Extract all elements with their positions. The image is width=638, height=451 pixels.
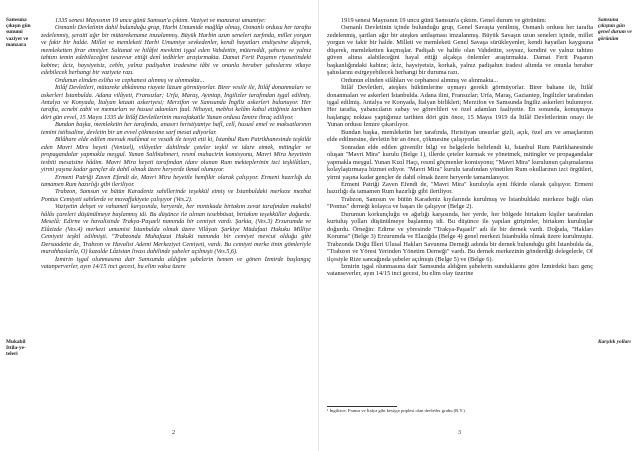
paragraph: İzmirin işgal olunmasına dair Samsunda aldığım şubelerin hemen ve gönen İzmirde başlangıç vatanperverler, ayın 14/15 inci gecesi, bu elim vakıa üzere bbox=[41, 255, 311, 270]
right-body-text bbox=[327, 17, 593, 278]
margin-note-arrival-modern: Samsuna çıkıştan gün genel durum ve görünüm bbox=[598, 17, 632, 42]
left-body-text bbox=[41, 17, 311, 270]
footnote: ¹ İngilizce, Fransa ve İtalya gibi kesişçe poplesi olan devletler grubu (B.Y.) bbox=[327, 408, 465, 413]
paragraph: İtilâf Devletleri, ateşkes hükümlerine uymayı gerekli görmüyorlar. Birer bahane ile, İtilâf donanmaları ve askerleri İstanbulda. Adana ilini, Fransızlar; Urfa, Maraş, Gaziantep, İngilizler tarafından işgal edilmiş. Antalya ve Konyada, İtalyan birlikleri; Merzifon ve Samsunda İngiliz askerleri bulunuyor. Her tarafta, yabancıların subay ve görevlileri ve özel adamları faaliyette. En sonunda, konuşmaya başlangıç noktası yaptığımız tarihten dört gün önce, 15 Mayıs 1919 da İtilâf Devletlerinin onayı ile Yunan ordusu İzmire çıkarılıyor. bbox=[327, 84, 593, 129]
paragraph: Sonradan elde edilen güvenilir bilgi ve belgelerle belirlendi ki, İstanbul Rum Patrikhanesinde oluşan "Mavri Mira" kurulu (Belge 1), illerde çeteler kurmak ve yönetmek, mitingler ve propagandalar yapmakla meşgul. Yunan Kızıl Haçı, resmî göçmenler komisyonu; "Mavri Mira" kurulunun çalışmalarına kolaylaştırmaya hizmet ediyor. "Mavri Mira" kurulu tarafından yönetilen Rum okullarının izci örgütleri, yirmi yaşına kadar gençler de dahil olmak üzere heryerde tamamlanıyor. bbox=[327, 143, 593, 181]
paragraph: Durumun korkunçluğu ve ağırlığı karşısında, her yerde, her bölgede birtakım kişiler tarafından kurtuluş yolları düşünülmeye başlanmış idi. Bu düşünce ile yapılan girişimler, birtakım kuruluşlar doğurdu. Örneğin: Edirne ve yöresinde "Trakya-Paşaeli" adı ile bir dernek vardı. Doğuda, "Hakları Koruma" (Belge 3) Erzurumda ve Elazığda (Belge 4) genel merkezi İstanbulda olmak üzere kurulmuştu. Trabzonda Doğu İlleri Ulusal Hakları Savunma Derneği adında bir dernek bulunduğu gibi İstanbulda da, "Trabzon ve Yöresi Yerinden Yönetim Derneği" vardı. Bu dernek merkezinin gönderdiği delegelerle, Of ilçesiyle Rize sancağında şubeler açılmıştı (Belge 5) ve (Belge 6). bbox=[327, 210, 593, 263]
paragraph: Osmanlı Devletinin dahil bulunduğu grup, Harbi Umumide mağlûp olmuş, Osmanlı ordusu her tarafta zedelenmiş, şeraiti ağır bir mütarekename imzalanmış. Büyük Harbin uzun seneleri zarfında, millet yorgun ve fakir bir halde. Millet ve memleketi Harbi Umumiye sevkedenler, kendi hayatları endişesine düşerek, memleketten firar etmişler. Saltanat ve hilâfet mevkiini işgal eden Vahdettin, mütereddi, şahsını ve yalnız tahtını temin edebileceğini tasavvur ettiği denî tedbirler araştırmakta. Damat Ferit Paşanın riyasetindeki kabine; âciz, haysiyetsiz, cebîn, yalnız padişahın iradesine tâbi ve onunla beraber şahıslarını vikaye edebilecek herhangi bir vaziyete razı. bbox=[41, 24, 311, 77]
paragraph: Trabzon, Samsun ve bütün Karadeniz sahillerinde teşekkül etmiş ve İstanbuldaki merkeze mezbut Pontus Cemiyeti sahilerde ve muvaffakiyete çalışıyor (Ves.2). bbox=[41, 188, 311, 203]
paragraph: Osmanlı Devletinin içinde bulunduğu grup, Genel Savaşta yenilmiş, Osmanlı ordusu her tarafta zedelenmiş, şartları ağır bir ateşkes antlaşması imzalanmış. Büyük Savaşın uzun seneleri içinde, millet yorgun ve fakir bir halde. Milleti ve memleketi Genel Savaşa sürükleyenler, kendi hayatları kaygısına düşerek, memleketten kaçmışlar. Padişah ve halife olan Vahdettin, soysuz, kendini ve yalnız tahtını güven altına alabileceğini hayal ettiği alçakça önlemler araştırmakta. Damat Ferit Paşanın başkanlığındaki kabine; âciz, haysiyetsiz, korkak, yalnız padişahın iradesi altında ve onunla beraber şahıslarını esirgeyebilecek herhangi bir duruma razı. bbox=[327, 24, 593, 77]
paragraph: Ermeni Patriği Zaven Efendi de, Mavri Mira heyetile hemfikir olarak çalışıyor. Ermeni hazırlığı da tamamen Rum hazırlığı gibi ileriliyor. bbox=[41, 173, 311, 188]
paragraph: Trabzon, Samsun ve bütün Karadeniz kıyılarında kurulmuş ve İstanbuldaki merkeze bağlı olan "Pontus" derneği kolayca ve başarı ile çalışıyor (Belge 2). bbox=[327, 195, 593, 211]
paragraph: İtilâf Devletleri, mütareke ahkâmına riayete lüzum görmüyorlar. Birer vesile ile, İtilâf donanmaları ve askerleri İstanbulda. Adana vilâyeti, Fransızlar; Urfa, Maraş, Ayıntap, İngilizler tarafından işgal edilmiş. Antalya ve Konyada, İtalyan kıtaatı askeriyesi; Merzifon ve Samsunda İngiliz askerleri bulunuyor. Her tarafta, ecnebi zabit ve memurları ve hususi adamları faal. Nihayet, mebhsi kelâm kabul ettiğimiz tarihten dört gün evvel, 15 Mayıs 1335 de İtilâf Devletlerinin muvafakatile Yunan ordusu İzmire ihraç ediliyor. bbox=[41, 84, 311, 121]
margin-note-responses-modern: Karşılık yolları bbox=[598, 339, 631, 345]
paragraph: Ordunun elinden esliha ve cephanesi alınmış ve alınmakta... bbox=[55, 76, 205, 84]
paragraph: Bilâhare elde edilen mevsuk malûmat ve vesaik ile tesyit etti ki, İstanbul Rum Patrikhanesinde teşkilât eden Mavri Mira heyeti (Venizel), vilâyetler dahilinde çeteler teşkil ve idare etmek, mitingler ve propagandalar yapmakla meşgul. Yunan Salibiahmeri, resmî muhacirin komisyonu, Mavri Mira heyetinin tesbiti mesaisine hâdim. Mavri Mira heyeti tarafından idare olunan Rum mekteplerinin izci teşkilâtları, yirmi yaşına kadar gençler de dahil olmak üzere heryerde ikmal olunuyor. bbox=[41, 136, 311, 174]
paragraph: Ordunun elinden silâhları ve cephanesi alınmış ve alınmakta... bbox=[341, 76, 499, 84]
page-number: 3 bbox=[458, 430, 461, 436]
page-number: 2 bbox=[172, 430, 175, 436]
margin-note-arrival: Samsuna çıkışın gün sunumi vaziyet ve manzara bbox=[6, 17, 31, 48]
paragraph: Ermeni Patriği Zaven Efendi de, "Mavri Mira" kuruluyla ayni fikirde olarak çalışıyor. Ermeni hazırlığı da tamamen Rum hazırlığı gibi ileriliyor. bbox=[327, 180, 593, 196]
footnote-rule bbox=[327, 406, 397, 407]
right-page bbox=[319, 0, 638, 451]
margin-note-responses: Mukabil Ittila-ye-teleri bbox=[6, 339, 26, 358]
paragraph: 1919 senesi Mayısının 19 uncu günü Samsun'a çıktım. Genel durum ve görünüm: bbox=[341, 17, 547, 24]
paragraph: 1335 senesi Mayısının 19 uncu günü Samsun'a çıktım. Vaziyet ve manzarai umumiye: bbox=[55, 17, 266, 24]
paragraph: Bundan başka, memleketin her tarafında, Hıristiyan unsurlar gizli, açık, özel ars ve amaçlarının elde edilmesine, devletin bir an önce, çökmesine çalışıyorlar. bbox=[327, 128, 593, 144]
paragraph: Bundan başka, memleketin her tarafında, anasırı hıristiyaniye hafî, celî, hususî emel ve maksatlarının temini istihsaline, devletin bir an evvel çökmesine sarf mesai ediyorlar. bbox=[41, 121, 311, 136]
paragraph: Vaziyetin dehşet ve vahametî karşısında, heryerde, her mıntıkada birtakım zevat tarafından mukabil hâlâs çareleri düşünülmeye başlanmış idi. Bu düşünce ile alınan tesebbüsat, birtakım teşekküller doğurdu. Meselâ: Edirne ve havalisinde Trakya-Paşaeli namında bir cemiyet vardı. Şarkta, (Ves.3) Erzurumda ve Elâzizde (Ves.4) merkezi umumisi İstanbulda olmak üzere Vilâyatı Şarkiye Müdafaai Hukuku Milliye Cemiyeti teşkil edilmişti. "Trabzonda Muhafazai Hukuki namında bir cemiyet mevcut olduğu gibi Dersaadette de, Trabzon ve Havalisi Ademi Merkeziyet Cemiyeti, vardı. Bu cemiyet merke tinin gömleriyle murahhaslarla, O) kazalde Lâzistan livası dahilinde şubeler açılmıştı (Ves.5,6). bbox=[41, 203, 311, 256]
paragraph: İzmirin işgal olunmasına dair Samsunda aldığım şubelerin sunduklarını göre İzmirdeki bazı genç vatanseverler, ayın 14/15 inci gecesi, bu elim olay üzerine bbox=[327, 262, 593, 278]
